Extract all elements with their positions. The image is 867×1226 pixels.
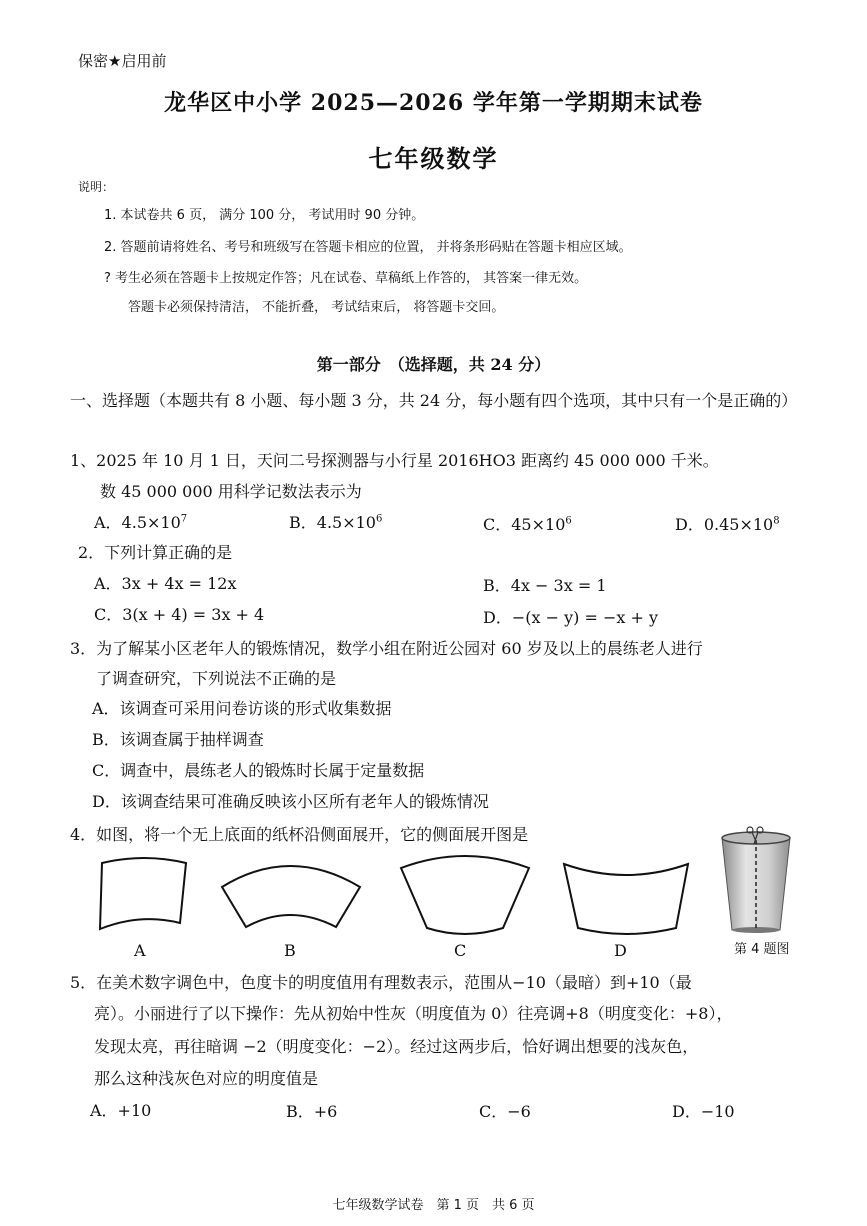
q3-option-d: D．该调查结果可准确反映该小区所有老年人的锻炼情况 xyxy=(92,792,489,811)
q2-option-d: D．−(x − y) = −x + y xyxy=(483,608,658,627)
q5-option-a: A．+10 xyxy=(90,1101,152,1120)
q3-option-a: A．该调查可采用问卷访谈的形式收集数据 xyxy=(92,699,392,718)
note-item: 1. 本试卷共 6 页， 满分 100 分， 考试用时 90 分钟。 xyxy=(104,208,425,223)
exam-title: 龙华区中小学 2025—2026 学年第一学期期末试卷 xyxy=(164,90,703,116)
q1-line2: 数 45 000 000 用科学记数法表示为 xyxy=(100,482,362,501)
exam-subtitle: 七年级数学 xyxy=(368,144,499,173)
confidential-mark: 保密★启用前 xyxy=(78,52,167,70)
page-footer: 七年级数学试卷 第 1 页 共 6 页 xyxy=(332,1198,535,1213)
q2-option-b: B．4x − 3x = 1 xyxy=(483,576,607,595)
q3-option-c: C．调查中，晨练老人的锻炼时长属于定量数据 xyxy=(92,761,425,780)
q1-option-c: C．$45\times 10^6$ xyxy=(483,515,572,534)
option-d-shape xyxy=(560,856,692,936)
option-a-shape xyxy=(96,855,192,935)
section-title: 一、选择题（本题共有 8 小题、每小题 3 分，共 24 分，每小题有四个选项，其中只有一个是正确的） xyxy=(70,391,798,410)
q5-line4: 那么这种浅灰色对应的明度值是 xyxy=(94,1069,319,1088)
option-c-label: C xyxy=(454,941,467,960)
paper-cup-image xyxy=(716,826,796,934)
q5-option-d: D．−10 xyxy=(672,1102,735,1121)
q1-option-a: A．$4.5\times 10^7$ xyxy=(94,513,188,532)
q3-line1: 3．为了解某小区老年人的锻炼情况，数学小组在附近公园对 60 岁及以上的晨练老人进行 xyxy=(70,639,703,658)
q5-line2: 亮）。小丽进行了以下操作：先从初始中性灰（明度值为 0）往亮调+8（明度变化：+8）， xyxy=(94,1004,733,1023)
q5-option-b: B．+6 xyxy=(286,1102,338,1121)
q1-line1: 1、2025 年 10 月 1 日，天问二号探测器与小行星 2016HO3 距离约 45 000 000 千米。 xyxy=(70,451,719,470)
part-heading: 第一部分 （选择题，共 24 分） xyxy=(316,355,551,374)
note-item: ? 考生必须在答题卡上按规定作答；凡在试卷、草稿纸上作答的， 其答案一律无效。 xyxy=(104,271,588,286)
q3-line2: 了调查研究，下列说法不正确的是 xyxy=(96,669,337,688)
q5-line3: 发现太亮，再往暗调 −2（明度变化：−2）。经过这两步后，恰好调出想要的浅灰色， xyxy=(94,1037,699,1056)
option-b-label: B xyxy=(284,941,296,960)
q2-option-c: C．3(x + 4) = 3x + 4 xyxy=(94,605,265,624)
q4-stem: 4．如图，将一个无上底面的纸杯沿侧面展开，它的侧面展开图是 xyxy=(70,825,529,844)
notes-heading: 说明： xyxy=(78,180,115,194)
q1-option-d: D．$0.45\times 10^8$ xyxy=(675,515,780,534)
option-c-shape xyxy=(395,852,535,938)
note-item: 答题卡必须保持清洁， 不能折叠， 考试结束后， 将答题卡交回。 xyxy=(128,300,505,315)
q2-stem: 2．下列计算正确的是 xyxy=(78,543,233,562)
note-item: 2. 答题前请将姓名、考号和班级写在答题卡相应的位置， 并将条形码贴在答题卡相应区域。 xyxy=(104,240,632,255)
q5-option-c: C．−6 xyxy=(479,1102,531,1121)
option-d-label: D xyxy=(614,941,627,960)
q5-line1: 5．在美术数字调色中，色度卡的明度值用有理数表示，范围从−10（最暗）到+10（最 xyxy=(70,973,692,992)
option-b-shape xyxy=(218,855,364,935)
q3-option-b: B．该调查属于抽样调查 xyxy=(92,730,264,749)
q2-option-a: A．3x + 4x = 12x xyxy=(94,574,237,593)
q1-option-b: B．$4.5\times 10^6$ xyxy=(289,513,383,532)
figure-caption: 第 4 题图 xyxy=(734,942,790,957)
option-a-label: A xyxy=(134,941,146,960)
